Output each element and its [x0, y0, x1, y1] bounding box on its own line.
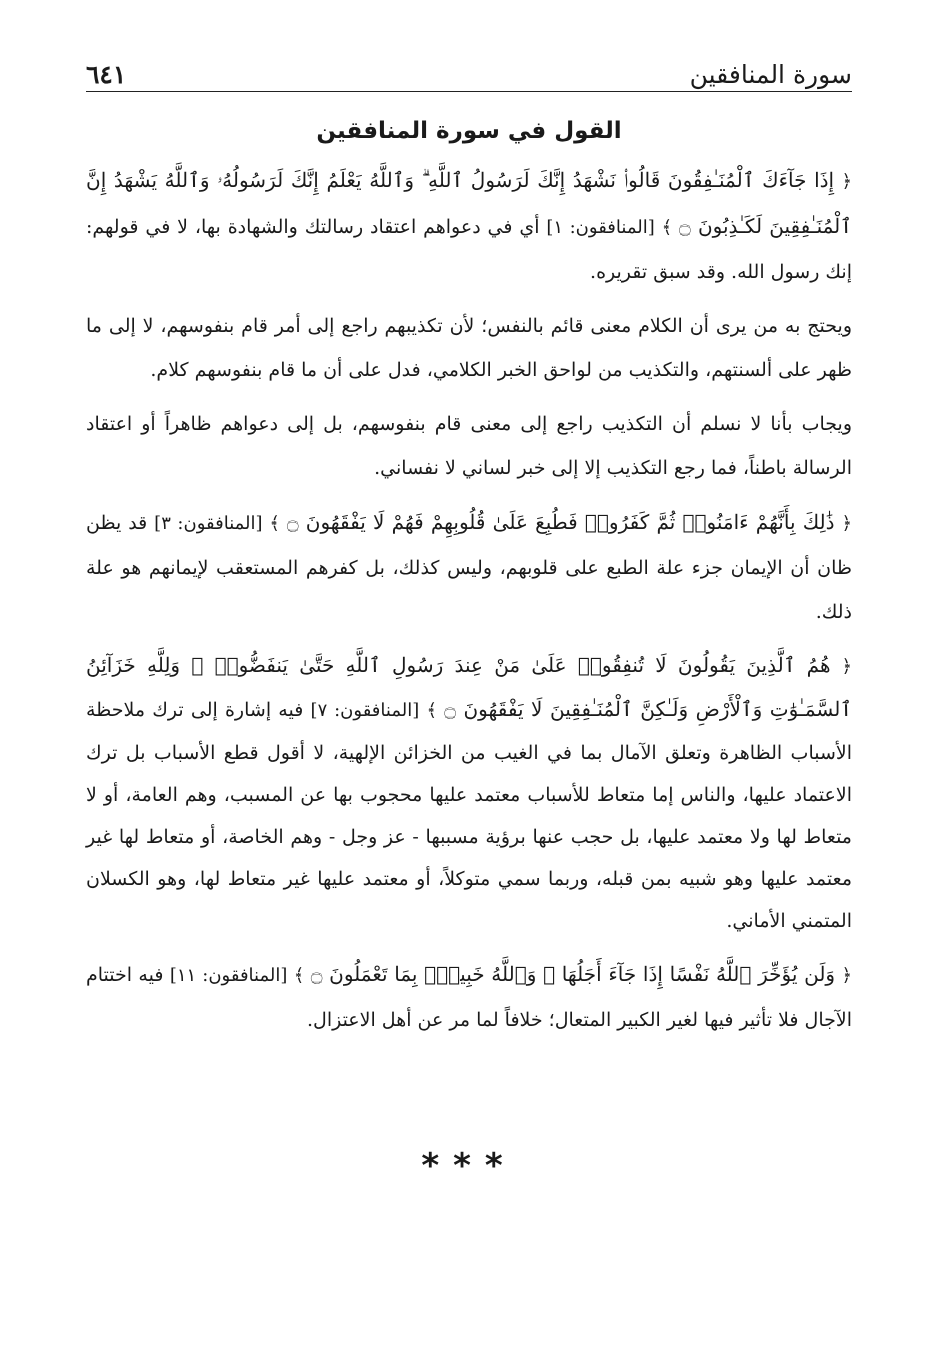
verse-open-bracket: ﴿: [841, 656, 852, 677]
paragraph-verse-3: [86, 500, 852, 634]
verse-open-bracket: ﴿: [841, 513, 852, 534]
paragraph-verse-1: [86, 158, 852, 294]
paragraph-verse-7: [86, 644, 852, 942]
page: [86, 36, 852, 1336]
verse-open-bracket: ﴿: [841, 965, 853, 986]
paragraph-argument: [86, 304, 852, 392]
commentary-text: أي في دعواهم اعتقاد رسالتك والشهادة بها، لا في قولهم: إنك رسول الله. وقد سبق تقريره.: [86, 216, 852, 283]
paragraph-verse-11: [86, 952, 852, 1042]
paragraph-reply: [86, 402, 852, 490]
quran-verse: إِذَا جَآءَكَ ٱلْمُنَـٰفِقُونَ قَالُوا۟ نَشْهَدُ إِنَّكَ لَرَسُولُ ٱللَّهِ ۗ وَٱللَّهُ يَعْلَمُ إِنَّكَ لَرَسُولُهُۥ وَٱللَّهُ يَشْهَدُ إِنَّ ٱلْمُنَـٰفِقِينَ لَكَـٰذِبُونَ ۝: [86, 168, 852, 238]
quran-verse: ذَٰلِكَ بِأَنَّهُمْ ءَامَنُوا۟ ثُمَّ كَفَرُوا۟ فَطُبِعَ عَلَىٰ قُلُوبِهِمْ فَهُمْ لَا يَفْقَهُونَ ۝: [286, 510, 835, 534]
verse-open-bracket: ﴿: [841, 171, 852, 192]
section-heading: القول في سورة المنافقين: [316, 118, 622, 144]
verse-close-bracket: ﴾: [426, 700, 438, 721]
verse-reference: [المنافقون: ١١]: [169, 965, 288, 986]
section-end-ornament: ***: [421, 1146, 517, 1186]
running-header: [86, 36, 852, 92]
quran-verse: هُمُ ٱلَّذِينَ يَقُولُونَ لَا تُنفِقُوا۟ عَلَىٰ مَنْ عِندَ رَسُولِ ٱللَّهِ حَتَّىٰ يَنفَضُّوا۟ ۗ وَلِلَّهِ خَزَآئِنُ ٱلسَّمَـٰوَٰتِ وَٱلْأَرْضِ وَلَـٰكِنَّ ٱلْمُنَـٰفِقِينَ لَا يَفْقَهُونَ ۝: [86, 653, 853, 721]
commentary-text: فيه إشارة إلى ترك ملاحظة الأسباب الظاهرة وتعلق الآمال بما في الغيب من الخزائن الإلهية، لا أقول قطع الأسباب بل ترك الاعتماد عليها، والناس إما متعاط للأسباب معتمد عليها محجوب بها عن المسبب، وهم العامة، أو لا متعاط لها ولا معتمد عليها، بل حجب عنها برؤية مسببها - عز وجل - وهم الخاصة، أو متعاط لها غير معتمد عليها وهو شبيه بمن قبله، وربما سمي متوكلاً، أو معتمد عليها غير متعاط لها، وهو الكسلان المتمني الأماني.: [86, 699, 852, 932]
commentary-text: ويجاب بأنا لا نسلم أن التكذيب راجع إلى معنى قام بنفوسهم، بل إلى دعواهم ظاهراً أو اعتقاد الرسالة باطناً، فما رجع التكذيب إلا إلى خبر لساني لا نفساني.: [86, 413, 852, 479]
verse-reference: [المنافقون: ١]: [546, 217, 655, 238]
running-title: سورة المنافقين: [689, 60, 852, 89]
commentary-text: قد يظن ظان أن الإيمان جزء علة الطبع على قلوبهم، وليس كذلك، بل كفرهم المستعقب لإيمانهم هو علة ذلك.: [86, 512, 852, 623]
quran-verse: وَلَن يُؤَخِّرَ ٱللَّهُ نَفْسًا إِذَا جَآءَ أَجَلُهَا ۚ وَٱللَّهُ خَبِيرٌۢ بِمَا تَعْمَلُونَ ۝: [310, 962, 836, 986]
commentary-text: ويحتج به من يرى أن الكلام معنى قائم بالنفس؛ لأن تكذيبهم راجع إلى أمر قام بنفوسهم، لا إلى ما ظهر على ألسنتهم، والتكذيب من لواحق الخبر الكلامي، فدل على أن ما قام بنفوسهم كلام.: [86, 315, 852, 381]
verse-close-bracket: ﴾: [661, 217, 673, 238]
verse-reference: [المنافقون: ٣]: [154, 513, 263, 534]
verse-reference: [المنافقون: ٧]: [310, 700, 420, 721]
page-number: ٦٤١: [86, 60, 127, 89]
verse-close-bracket: ﴾: [293, 965, 305, 986]
commentary-text: فيه اختتام الآجال فلا تأثير فيها لغير الكبير المتعال؛ خلافاً لما مر عن أهل الاعتزال.: [86, 964, 852, 1031]
verse-close-bracket: ﴾: [269, 513, 280, 534]
